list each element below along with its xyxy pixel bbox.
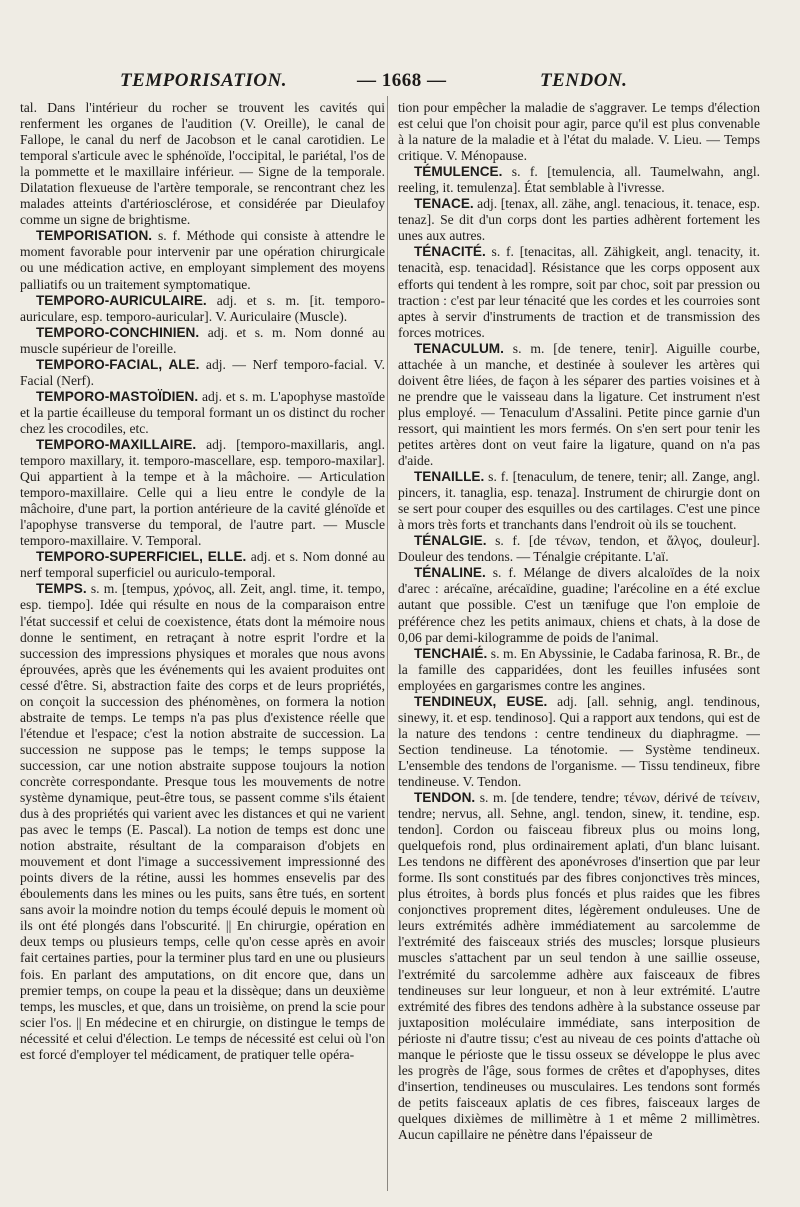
entry-tenacite: TÉNACITÉ. s. f. [tenacitas, all. Zähigkeit, angl. tenacity, it. tenacità, esp. tenacidad]. Résistance que les corps opposent aux efforts qui tendent à les rompre, soit par choc, soit par pression ou traction : c'est par leur ténacité que les cordes et les courroies sont aptes à servir d'instruments de traction et de transmission des forces motrices. xyxy=(398,244,760,340)
headword: TEMPORISATION. xyxy=(36,228,153,244)
entry-temporo-superficiel: TEMPORO-SUPERFICIEL, ELLE. adj. et s. Nom donné au nerf temporal superficiel ou auriculo-temporal. xyxy=(20,549,385,581)
left-column xyxy=(20,100,385,1200)
entry-temulence: TÉMULENCE. s. f. [temulencia, all. Taumelwahn, angl. reeling, it. temulenza]. État semblable à l'ivresse. xyxy=(398,164,760,196)
headword: TÉNACITÉ. xyxy=(414,244,486,260)
headword: TÉMULENCE. xyxy=(414,164,503,180)
entry-tendon: TENDON. s. m. [de tendere, tendre; τένων, dérivé de τείνειν, tendre; nervus, all. Sehne, angl. tendon, sinew, it. tendine, esp. tendon]. Cordon ou faisceau fibreux plus ou moins long, quelquefois rond, plus ordinairement aplati, d'un blanc luisant. Les tendons ne diffèrent des aponévroses d'insertion que par leur forme. Ils sont constitués par des fibres conjonctives très minces, plus étroites, à bords plus foncés et plus raides que les fibres conjonctives proprement dites, légèrement onduleuses. Une de leurs extrémités adhère immédiatement au sarcolemme de l'extrémité des faisceaux striés des muscles; lorsque plusieurs muscles s'attachent par un seul tendon à une saillie osseuse, l'extrémité du sarcolemme adhère aux faisceaux de fibres tendineuses sur leur longueur, et non à leur extrémité. L'autre extrémité des fibres des tendons adhère à la substance osseuse par juxtaposition moléculaire immédiate, sans interposition de périoste ni d'autre tissu; c'est au niveau de ces points d'attache où manque le périoste que le tissu osseux se développe le plus avec les progrès de l'âge, sous formes de crêtes et d'apophyses, dites d'insertion, tendineuses ou musculaires. Les tendons sont formés de petits faisceaux aplatis de ces fibres, faisceaux larges de quelques dixièmes de millimètre à 1 et même 2 millimètres. Aucun capillaire ne pénètre dans l'épaisseur de xyxy=(398,790,760,1142)
entry-tenaline: TÉNALINE. s. f. Mélange de divers alcaloïdes de la noix d'arec : arécaïne, arécaïdine, guadine; l'arécoline en a été exclue autant que possible. C'est un tænifuge que l'on emploie de préférence chez les petits animaux, chiens et chats, à la dose de 0,06 par demi-kilogramme de poids de l'animal. xyxy=(398,565,760,645)
entry-temps: TEMPS. s. m. [tempus, χρόνος, all. Zeit, angl. time, it. tempo, esp. tiempo]. Idée qui résulte en nous de la comparaison entre l'état successif et celui de coexistence, états dont la mémoire nous donne le sentiment, en retraçant à notre esprit l'ordre et la succession des impressions physiques et morales que nous avons éprouvées, après que les événements qui les avaient produites ont cessé d'être. Si, abstraction faite des corps et de leurs propriétés, on conçoit la succession des phénomènes, on formera la notion abstraite de temps. Le temps n'a pas plus d'existence réelle que l'étendue et l'espace; c'est la notion abstraite de succession. La succession ne suppose pas le temps; le temps suppose la succession, car une notion abstraite suppose toujours la notion concrète correspondante. Presque tous les mouvements de notre système dynamique, peut-être tous, se passent comme s'ils étaient dus à des propriétés qui varient avec les distances et qui ne varient pas avec le temps (E. Pascal). La notion de temps est donc une notion abstraite, résultant de la comparaison d'objets en mouvement et dont l'image a successivement impressionné des points divers de la rétine, aussi les hommes ensevelis par des éboulements dans les mines ou les puits, sans être tués, en sortent sans avoir la moindre notion du temps écoulé depuis le moment où ils ont été plongés dans l'obscurité. || En chirurgie, opération en deux temps ou plusieurs temps, celle qu'on cesse après en avoir fait certaines parties, pour la terminer plus tard en une ou plusieurs fois. En parlant des amputations, on dit encore que, dans un premier temps, on coupe la peau et la dissèque; dans un deuxième temps, les muscles, et que, dans un troisième, on prend la scie pour scier l'os. || En médecine et en chirurgie, on distingue le temps de nécessité et celui d'élection. Le temps de nécessité est celui où l'on est forcé d'employer tel médicament, de pratiquer telle opéra- xyxy=(20,581,385,1062)
headword: TENDON. xyxy=(414,790,476,806)
entry-tenaculum: TENACULUM. s. m. [de tenere, tenir]. Aiguille courbe, attachée à un manche, et destinée à soulever les artères qui doivent être liées, de façon à les séparer des parties voisines et à ne prendre que le vaisseau dans la ligature. Cet instrument n'est plus employé. — Tenaculum d'Assalini. Petite pince garnie d'un ressort, qui maintient les mors fermés. On s'en sert pour tenir les petites artères dont on veut faire la ligature, quand on n'a pas d'aide. xyxy=(398,340,760,469)
right-column xyxy=(398,100,760,1200)
entry-tenaille: TENAILLE. s. f. [tenaculum, de tenere, tenir; all. Zange, angl. pincers, it. tanaglia, esp. tenaza]. Instrument de chirurgie dont on se sert pour couper des esquilles ou des cartilages. C'est une pince à mors très forts et tranchants dans l'endroit où ils se touchent. xyxy=(398,469,760,533)
headword: TEMPORO-MAXILLAIRE. xyxy=(36,436,197,452)
headword: TENAILLE. xyxy=(414,469,485,485)
entry-temporo-auriculaire: TEMPORO-AURICULAIRE. adj. et s. m. [it. temporo-auriculare, esp. temporo-auricular]. V. Auriculaire (Muscle). xyxy=(20,292,385,324)
headword: TEMPORO-MASTOÏDIEN. xyxy=(36,388,199,404)
headword: TEMPORO-SUPERFICIEL, ELLE. xyxy=(36,549,247,565)
header-left-word: TEMPORISATION. xyxy=(120,70,287,91)
entry-temporo-facial: TEMPORO-FACIAL, ALE. adj. — Nerf temporo-facial. V. Facial (Nerf). xyxy=(20,356,385,388)
entry-continuation: tion pour empêcher la maladie de s'aggraver. Le temps d'élection est celui que l'on choisit pour agir, parce qu'il est plus convenable à la nature de la maladie et à l'état du malade. V. Lieu. — Temps critique. V. Ménopause. xyxy=(398,100,760,164)
headword: TENACE. xyxy=(414,196,474,212)
entry-tenchaie: TENCHAIÉ. s. m. En Abyssinie, le Cadaba farinosa, R. Br., de la famille des capparidées, dont les feuilles infusées sont employées en gargarismes contre les angines. xyxy=(398,645,760,693)
entry-tenalgie: TÉNALGIE. s. f. [de τένων, tendon, et ἄλγος, douleur]. Douleur des tendons. — Ténalgie crépitante. L'aï. xyxy=(398,533,760,565)
entry-tenace: TENACE. adj. [tenax, all. zähe, angl. tenacious, it. tenace, esp. tenaz]. Se dit d'un corps dont les parties adhèrent fortement les unes aux autres. xyxy=(398,196,760,244)
column-divider xyxy=(387,96,388,1191)
entry-tendineux: TENDINEUX, EUSE. adj. [all. sehnig, angl. tendinous, sinewy, it. et esp. tendinoso]. Qui a rapport aux tendons, qui est de la nature des tendons : centre tendineux du diaphragme. — Section tendineuse. La ténotomie. — Système tendineux. L'ensemble des tendons de l'organisme. — Tissu tendineux, fibre tendineuse. V. Tendon. xyxy=(398,693,760,789)
headword: TEMPORO-FACIAL, ALE. xyxy=(36,356,200,372)
headword: TEMPS. xyxy=(36,581,87,597)
entry-temporo-maxillaire: TEMPORO-MAXILLAIRE. adj. [temporo-maxillaris, angl. temporo maxillary, it. temporo-mascellare, esp. temporo-maxilar]. Qui appartient à la tempe et à la mâchoire. — Articulation temporo-maxillaire. Celle qui a lieu entre le condyle de la mâchoire, d'une part, la portion antérieure de la cavité glénoïde et l'apophyse transverse du temporal, de l'autre part. — Muscle temporo-maxillaire. V. Temporal. xyxy=(20,436,385,549)
header-right-word: TENDON. xyxy=(540,70,628,91)
entry-continuation: tal. Dans l'intérieur du rocher se trouvent les cavités qui renferment les organes de l'audition (V. Oreille), le canal de Fallope, le canal du nerf de Jacobson et le canal carotidien. Le temporal s'articule avec le sphénoïde, l'occipital, le pariétal, l'os de la pommette et le maxillaire inférieur. — Signe de la temporale. Dilatation flexueuse de l'artère temporale, se rencontrant chez les malades atteints d'artériosclérose, et considérée par Dieulafoy comme un signe de brightisme. xyxy=(20,100,385,228)
headword: TENCHAIÉ. xyxy=(414,645,488,661)
page-number: — 1668 — xyxy=(357,70,447,91)
headword: TENACULUM. xyxy=(414,340,504,356)
entry-temporo-conchinien: TEMPORO-CONCHINIEN. adj. et s. m. Nom donné au muscle supérieur de l'oreille. xyxy=(20,324,385,356)
running-header xyxy=(0,68,800,98)
headword: TEMPORO-AURICULAIRE. xyxy=(36,292,207,308)
headword: TENDINEUX, EUSE. xyxy=(414,693,548,709)
entry-temporisation: TEMPORISATION. s. f. Méthode qui consiste à attendre le moment favorable pour intervenir par une opération chirurgicale ou une médication active, en employant simplement des moyens palliatifs ou un traitement symptomatique. xyxy=(20,228,385,292)
headword: TÉNALGIE. xyxy=(414,533,487,549)
headword: TÉNALINE. xyxy=(414,565,486,581)
entry-temporo-mastoidien: TEMPORO-MASTOÏDIEN. adj. et s. m. L'apophyse mastoïde et la partie écailleuse du temporal formant un os distinct du rocher chez les crocodiles, etc. xyxy=(20,388,385,436)
headword: TEMPORO-CONCHINIEN. xyxy=(36,324,200,340)
